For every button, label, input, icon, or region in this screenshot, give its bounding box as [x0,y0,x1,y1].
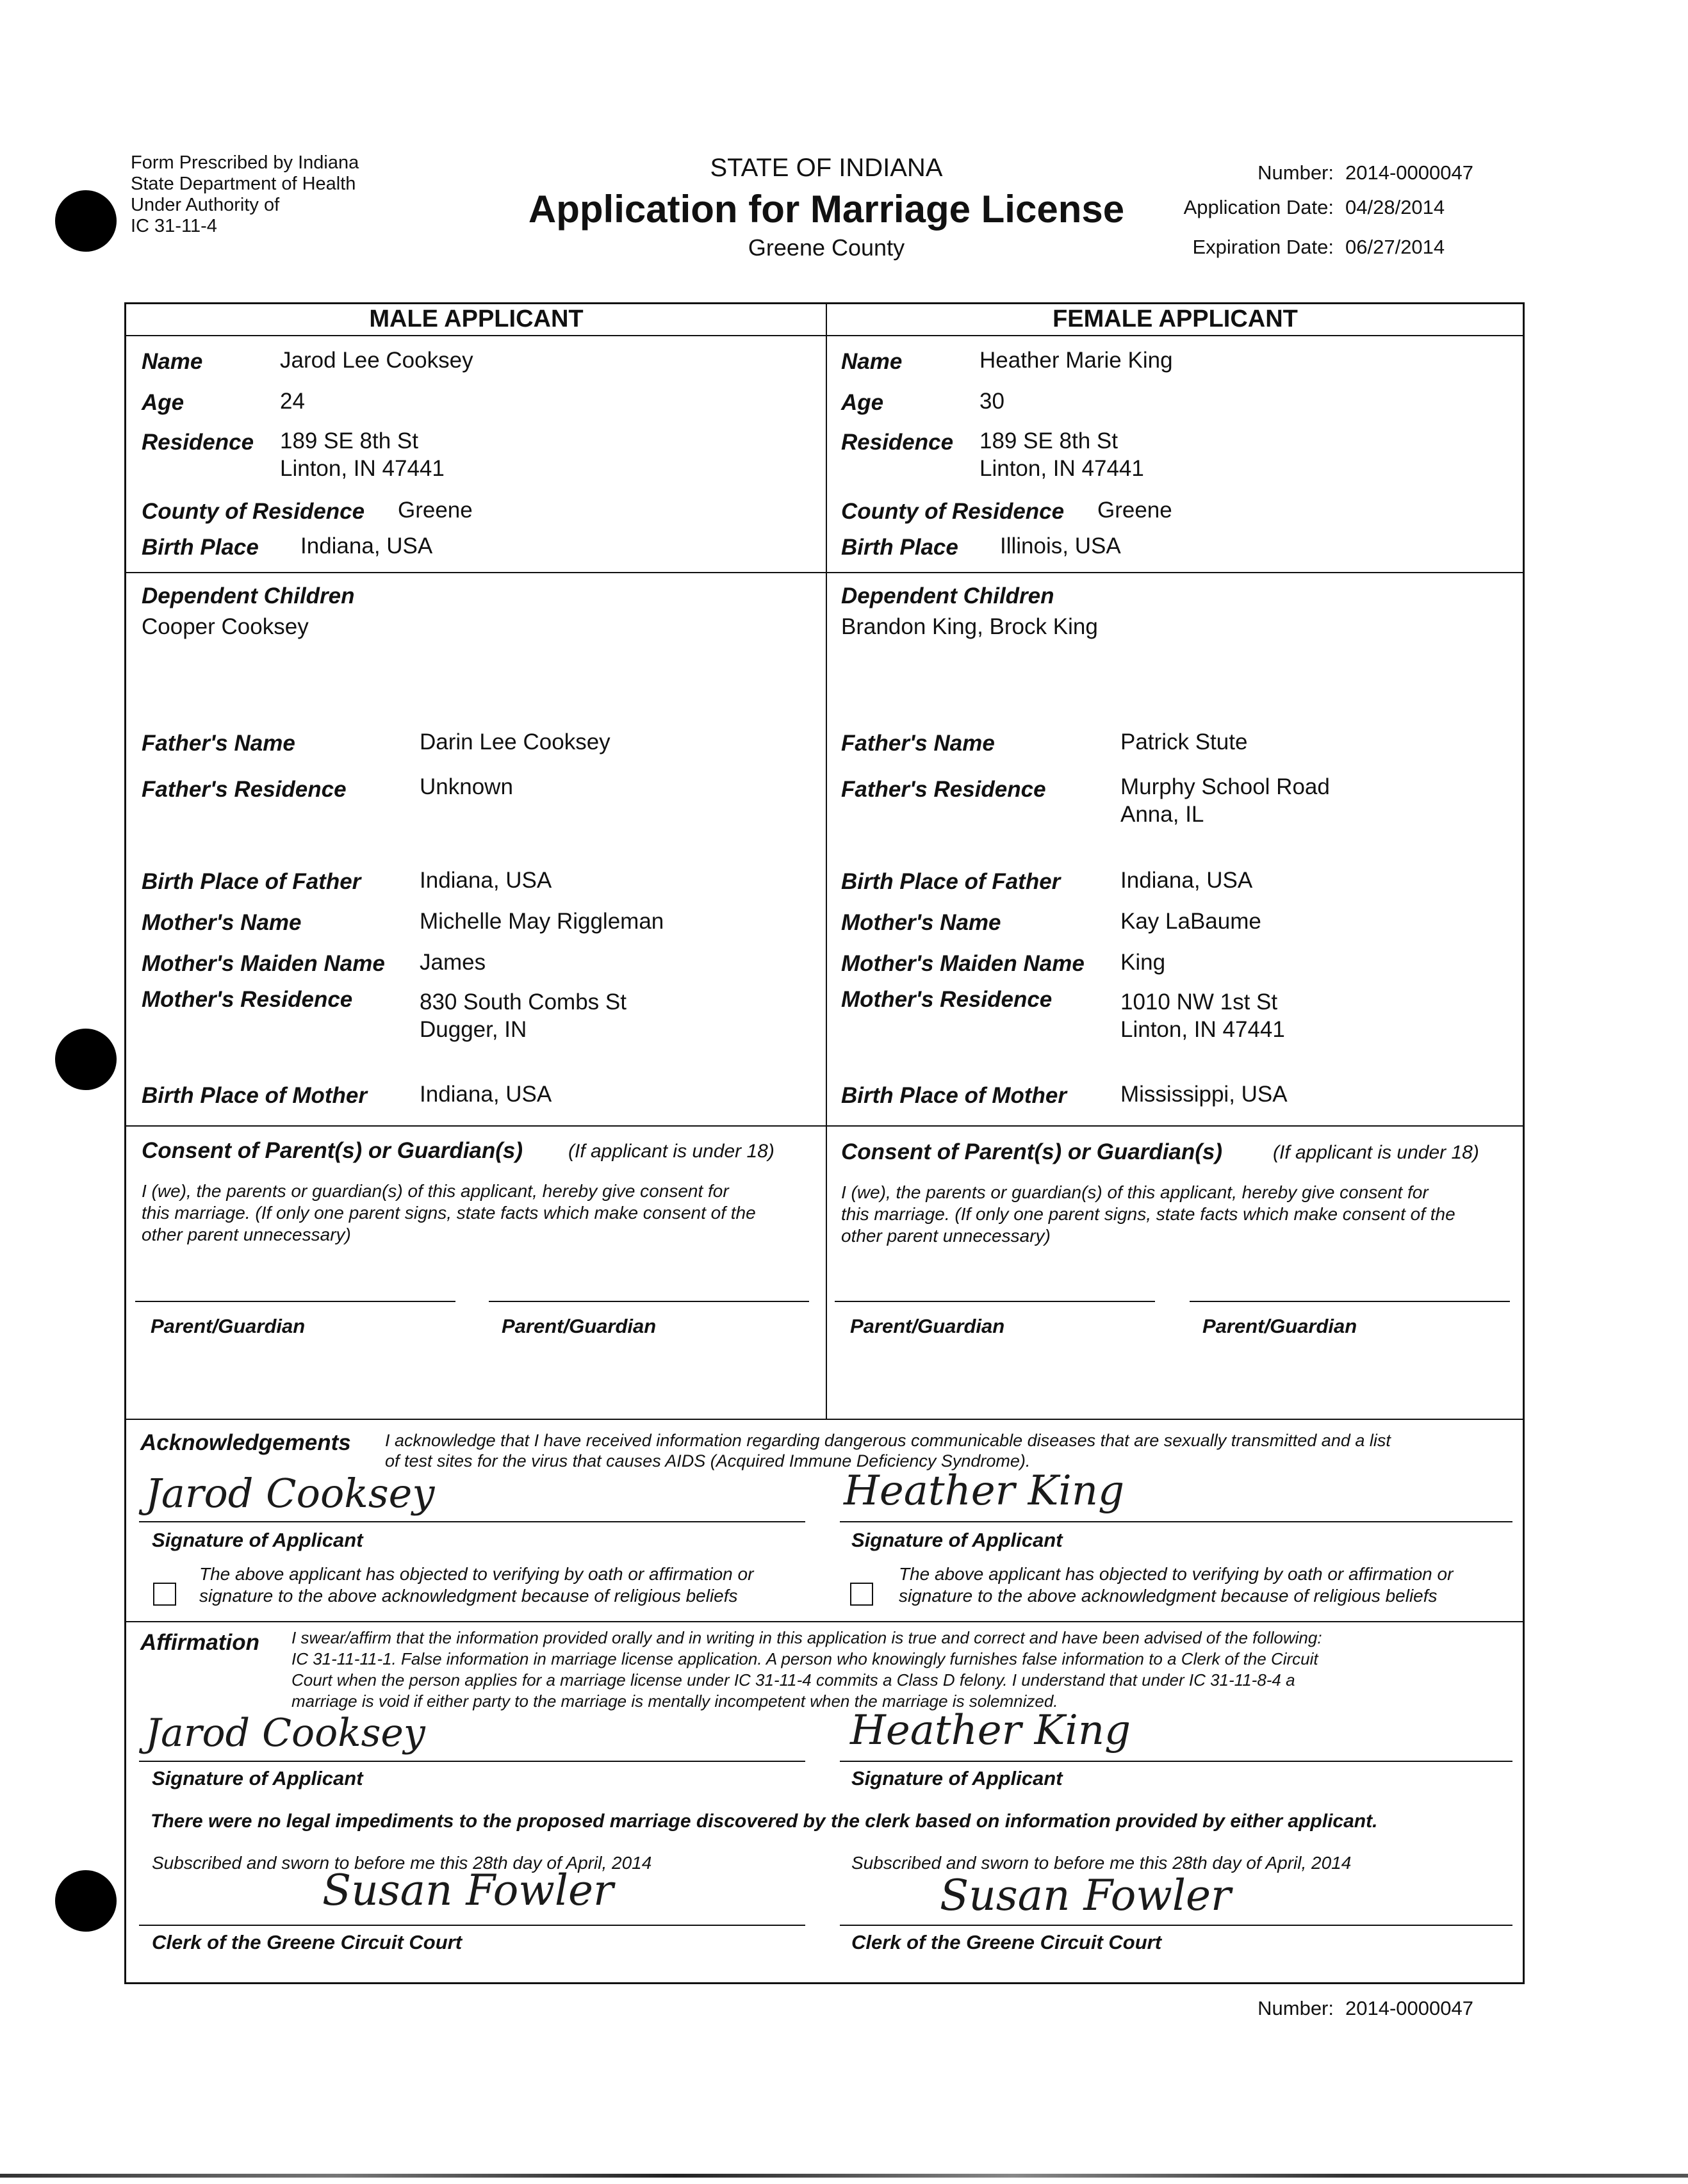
affirmation-line: marriage is void if either party to the marriage is mentally incompetent when the marriage is solemnized. [291,1691,1058,1711]
acknowledgement-line: I acknowledge that I have received information regarding dangerous communicable diseases that are sexually transmitted and a list [385,1431,1391,1450]
female-name-label: Name [841,349,903,374]
female-mother-maiden: King [1120,950,1166,975]
prescribed-line: Under Authority of [131,195,280,215]
affirmation-title: Affirmation [140,1630,260,1655]
address-line: Dugger, IN [420,1017,527,1042]
expiration-date-label: Expiration Date: [1192,236,1334,258]
signature-line [139,1761,805,1762]
male-affirmation-signature-label: Signature of Applicant [152,1767,363,1789]
footer-number-label: Number: [1258,1997,1334,2019]
expiration-date-value: 06/27/2014 [1345,236,1445,258]
female-ack-signature-label: Signature of Applicant [851,1529,1063,1551]
affirmation-line: I swear/affirm that the information provided orally and in writing in this application is true and correct and have been advised of the following: [291,1628,1322,1647]
female-county: Greene [1097,498,1172,523]
male-parent-guardian-1-label: Parent/Guardian [151,1315,306,1337]
female-children-label: Dependent Children [841,583,1054,608]
affirmation-line: IC 31-11-11-1. False information in marriage license application. A person who knowingly furnishes false information to a Clerk of the Circuit [291,1649,1318,1668]
female-father-residence [1120,773,1330,828]
male-birth-place: Indiana, USA [300,534,433,558]
male-affirmation-signature: Jarod Cooksey [145,1711,425,1756]
male-consent-text [142,1180,814,1246]
male-age: 24 [280,389,305,414]
female-children: Brandon King, Brock King [841,614,1098,639]
female-religious-objection-checkbox[interactable] [850,1583,873,1606]
female-parent-guardian-2-label: Parent/Guardian [1202,1315,1357,1337]
female-father-birth: Indiana, USA [1120,868,1253,893]
female-mother-name-label: Mother's Name [841,910,1001,935]
female-father-birth-label: Birth Place of Father [841,869,1061,894]
address-line: 830 South Combs St [420,990,627,1015]
impediments-statement: There were no legal impediments to the proposed marriage discovered by the clerk based on information provided by either applicant. [151,1811,1378,1832]
signature-line [840,1521,1512,1522]
male-father-name: Darin Lee Cooksey [420,729,610,754]
signature-line [1190,1301,1510,1302]
page-title: Application for Marriage License [528,188,1125,231]
application-form [124,302,1525,1984]
objection-line: signature to the above acknowledgment because of religious beliefs [899,1586,1438,1606]
male-father-residence-label: Father's Residence [142,777,347,802]
state-heading: STATE OF INDIANA [710,154,943,182]
female-mother-birth-label: Birth Place of Mother [841,1083,1067,1108]
female-consent-note: (If applicant is under 18) [1273,1142,1479,1163]
male-county: Greene [398,498,473,523]
male-subscribed-text: Subscribed and sworn to before me this 28th day of April, 2014 [152,1853,652,1873]
female-father-residence-label: Father's Residence [841,777,1046,802]
male-father-birth: Indiana, USA [420,868,552,893]
application-date-value: 04/28/2014 [1345,196,1445,218]
male-mother-birth-label: Birth Place of Mother [142,1083,367,1108]
female-consent-title: Consent of Parent(s) or Guardian(s) [841,1139,1223,1164]
application-date-label: Application Date: [1183,196,1334,218]
signature-line [835,1301,1155,1302]
prescribed-line: Form Prescribed by Indiana [131,152,359,173]
male-age-label: Age [142,390,184,415]
male-children: Cooper Cooksey [142,614,309,639]
male-mother-name: Michelle May Riggleman [420,909,664,934]
female-objection-text [899,1563,1453,1607]
divider [126,1419,1523,1420]
address-line: Linton, IN 47441 [979,456,1144,481]
signature-line [840,1925,1512,1926]
divider [126,572,1523,573]
divider [126,1125,1523,1127]
signature-line [840,1761,1512,1762]
address-line: Murphy School Road [1120,774,1330,799]
scan-edge [0,2174,1688,2178]
male-mother-residence-label: Mother's Residence [142,987,353,1012]
prescribed-line: State Department of Health [131,174,356,194]
male-residence-label: Residence [142,430,254,455]
male-mother-maiden-label: Mother's Maiden Name [142,951,385,976]
female-mother-residence [1120,988,1285,1043]
address-line: Unknown [420,774,513,799]
consent-line: other parent unnecessary) [142,1225,351,1244]
objection-line: The above applicant has objected to verifying by oath or affirmation or [199,1564,754,1584]
female-mother-maiden-label: Mother's Maiden Name [841,951,1085,976]
male-consent-note: (If applicant is under 18) [568,1141,774,1162]
form-prescribed-note [131,152,359,237]
male-father-residence [420,773,513,801]
male-father-birth-label: Birth Place of Father [142,869,361,894]
affirmation-text [291,1627,1322,1712]
objection-line: signature to the above acknowledgment because of religious beliefs [199,1586,738,1606]
male-applicant-heading: MALE APPLICANT [369,306,584,332]
female-affirmation-signature: Heather King [850,1707,1131,1754]
number-label: Number: [1258,161,1334,184]
male-mother-maiden: James [420,950,486,975]
address-line: Linton, IN 47441 [280,456,445,481]
male-residence [280,427,445,482]
divider [126,335,1523,336]
male-mother-residence [420,988,627,1043]
female-mother-residence-label: Mother's Residence [841,987,1053,1012]
address-line: Anna, IL [1120,802,1204,827]
female-subscribed-text: Subscribed and sworn to before me this 28th day of April, 2014 [851,1853,1352,1873]
signature-line [139,1925,805,1926]
male-clerk-signature: Susan Fowler [322,1866,614,1915]
footer-number-value: 2014-0000047 [1345,1997,1473,2019]
female-county-label: County of Residence [841,499,1065,524]
female-consent-text [841,1182,1514,1247]
divider [126,1621,1523,1622]
punch-hole-middle [55,1029,117,1090]
female-applicant-heading: FEMALE APPLICANT [1053,306,1298,332]
consent-line: other parent unnecessary) [841,1226,1051,1246]
acknowledgements-text [385,1430,1391,1471]
acknowledgements-title: Acknowledgements [140,1430,351,1455]
signature-line [139,1521,805,1522]
female-residence-label: Residence [841,430,954,455]
consent-line: this marriage. (If only one parent signs, state facts which make consent of the [142,1203,756,1223]
address-line: 189 SE 8th St [979,428,1118,453]
male-ack-signature-label: Signature of Applicant [152,1529,363,1551]
male-parent-guardian-2-label: Parent/Guardian [502,1315,657,1337]
female-affirmation-signature-label: Signature of Applicant [851,1767,1063,1789]
signature-line [135,1301,455,1302]
female-age: 30 [979,389,1004,414]
male-acknowledgement-signature: Jarod Cooksey [145,1470,435,1517]
male-father-name-label: Father's Name [142,731,295,756]
female-age-label: Age [841,390,884,415]
male-name: Jarod Lee Cooksey [280,348,473,373]
female-acknowledgement-signature: Heather King [844,1467,1125,1515]
male-religious-objection-checkbox[interactable] [153,1583,176,1606]
punch-hole-top [55,190,117,252]
consent-line: I (we), the parents or guardian(s) of this applicant, hereby give consent for [142,1181,729,1201]
male-name-label: Name [142,349,203,374]
consent-line: I (we), the parents or guardian(s) of this applicant, hereby give consent for [841,1182,1429,1202]
male-mother-birth: Indiana, USA [420,1082,552,1107]
female-name: Heather Marie King [979,348,1173,373]
address-line: 1010 NW 1st St [1120,990,1278,1015]
punch-hole-bottom [55,1870,117,1932]
male-county-label: County of Residence [142,499,365,524]
male-children-label: Dependent Children [142,583,355,608]
female-clerk-label: Clerk of the Greene Circuit Court [851,1931,1162,1953]
female-residence [979,427,1144,482]
objection-line: The above applicant has objected to verifying by oath or affirmation or [899,1564,1454,1584]
female-mother-birth: Mississippi, USA [1120,1082,1288,1107]
male-clerk-label: Clerk of the Greene Circuit Court [152,1931,463,1953]
female-birth-place-label: Birth Place [841,535,958,560]
address-line: Linton, IN 47441 [1120,1017,1285,1042]
female-parent-guardian-1-label: Parent/Guardian [850,1315,1005,1337]
prescribed-line: IC 31-11-4 [131,216,217,236]
address-line: 189 SE 8th St [280,428,418,453]
county-heading: Greene County [748,234,905,261]
number-value: 2014-0000047 [1345,161,1473,184]
female-mother-name: Kay LaBaume [1120,909,1261,934]
female-birth-place: Illinois, USA [1000,534,1121,558]
male-consent-title: Consent of Parent(s) or Guardian(s) [142,1138,523,1163]
female-father-name-label: Father's Name [841,731,995,756]
male-objection-text [199,1563,753,1607]
affirmation-line: Court when the person applies for a marriage license under IC 31-11-4 commits a Class D felony. I understand that under IC 31-11-8-4 a [291,1670,1295,1690]
female-father-name: Patrick Stute [1120,729,1248,754]
female-clerk-signature: Susan Fowler [940,1871,1231,1920]
male-birth-place-label: Birth Place [142,535,259,560]
male-mother-name-label: Mother's Name [142,910,302,935]
signature-line [489,1301,809,1302]
consent-line: this marriage. (If only one parent signs, state facts which make consent of the [841,1204,1455,1224]
acknowledgement-line: of test sites for the virus that causes AIDS (Acquired Immune Deficiency Syndrome). [385,1451,1031,1471]
column-divider [826,304,827,1419]
